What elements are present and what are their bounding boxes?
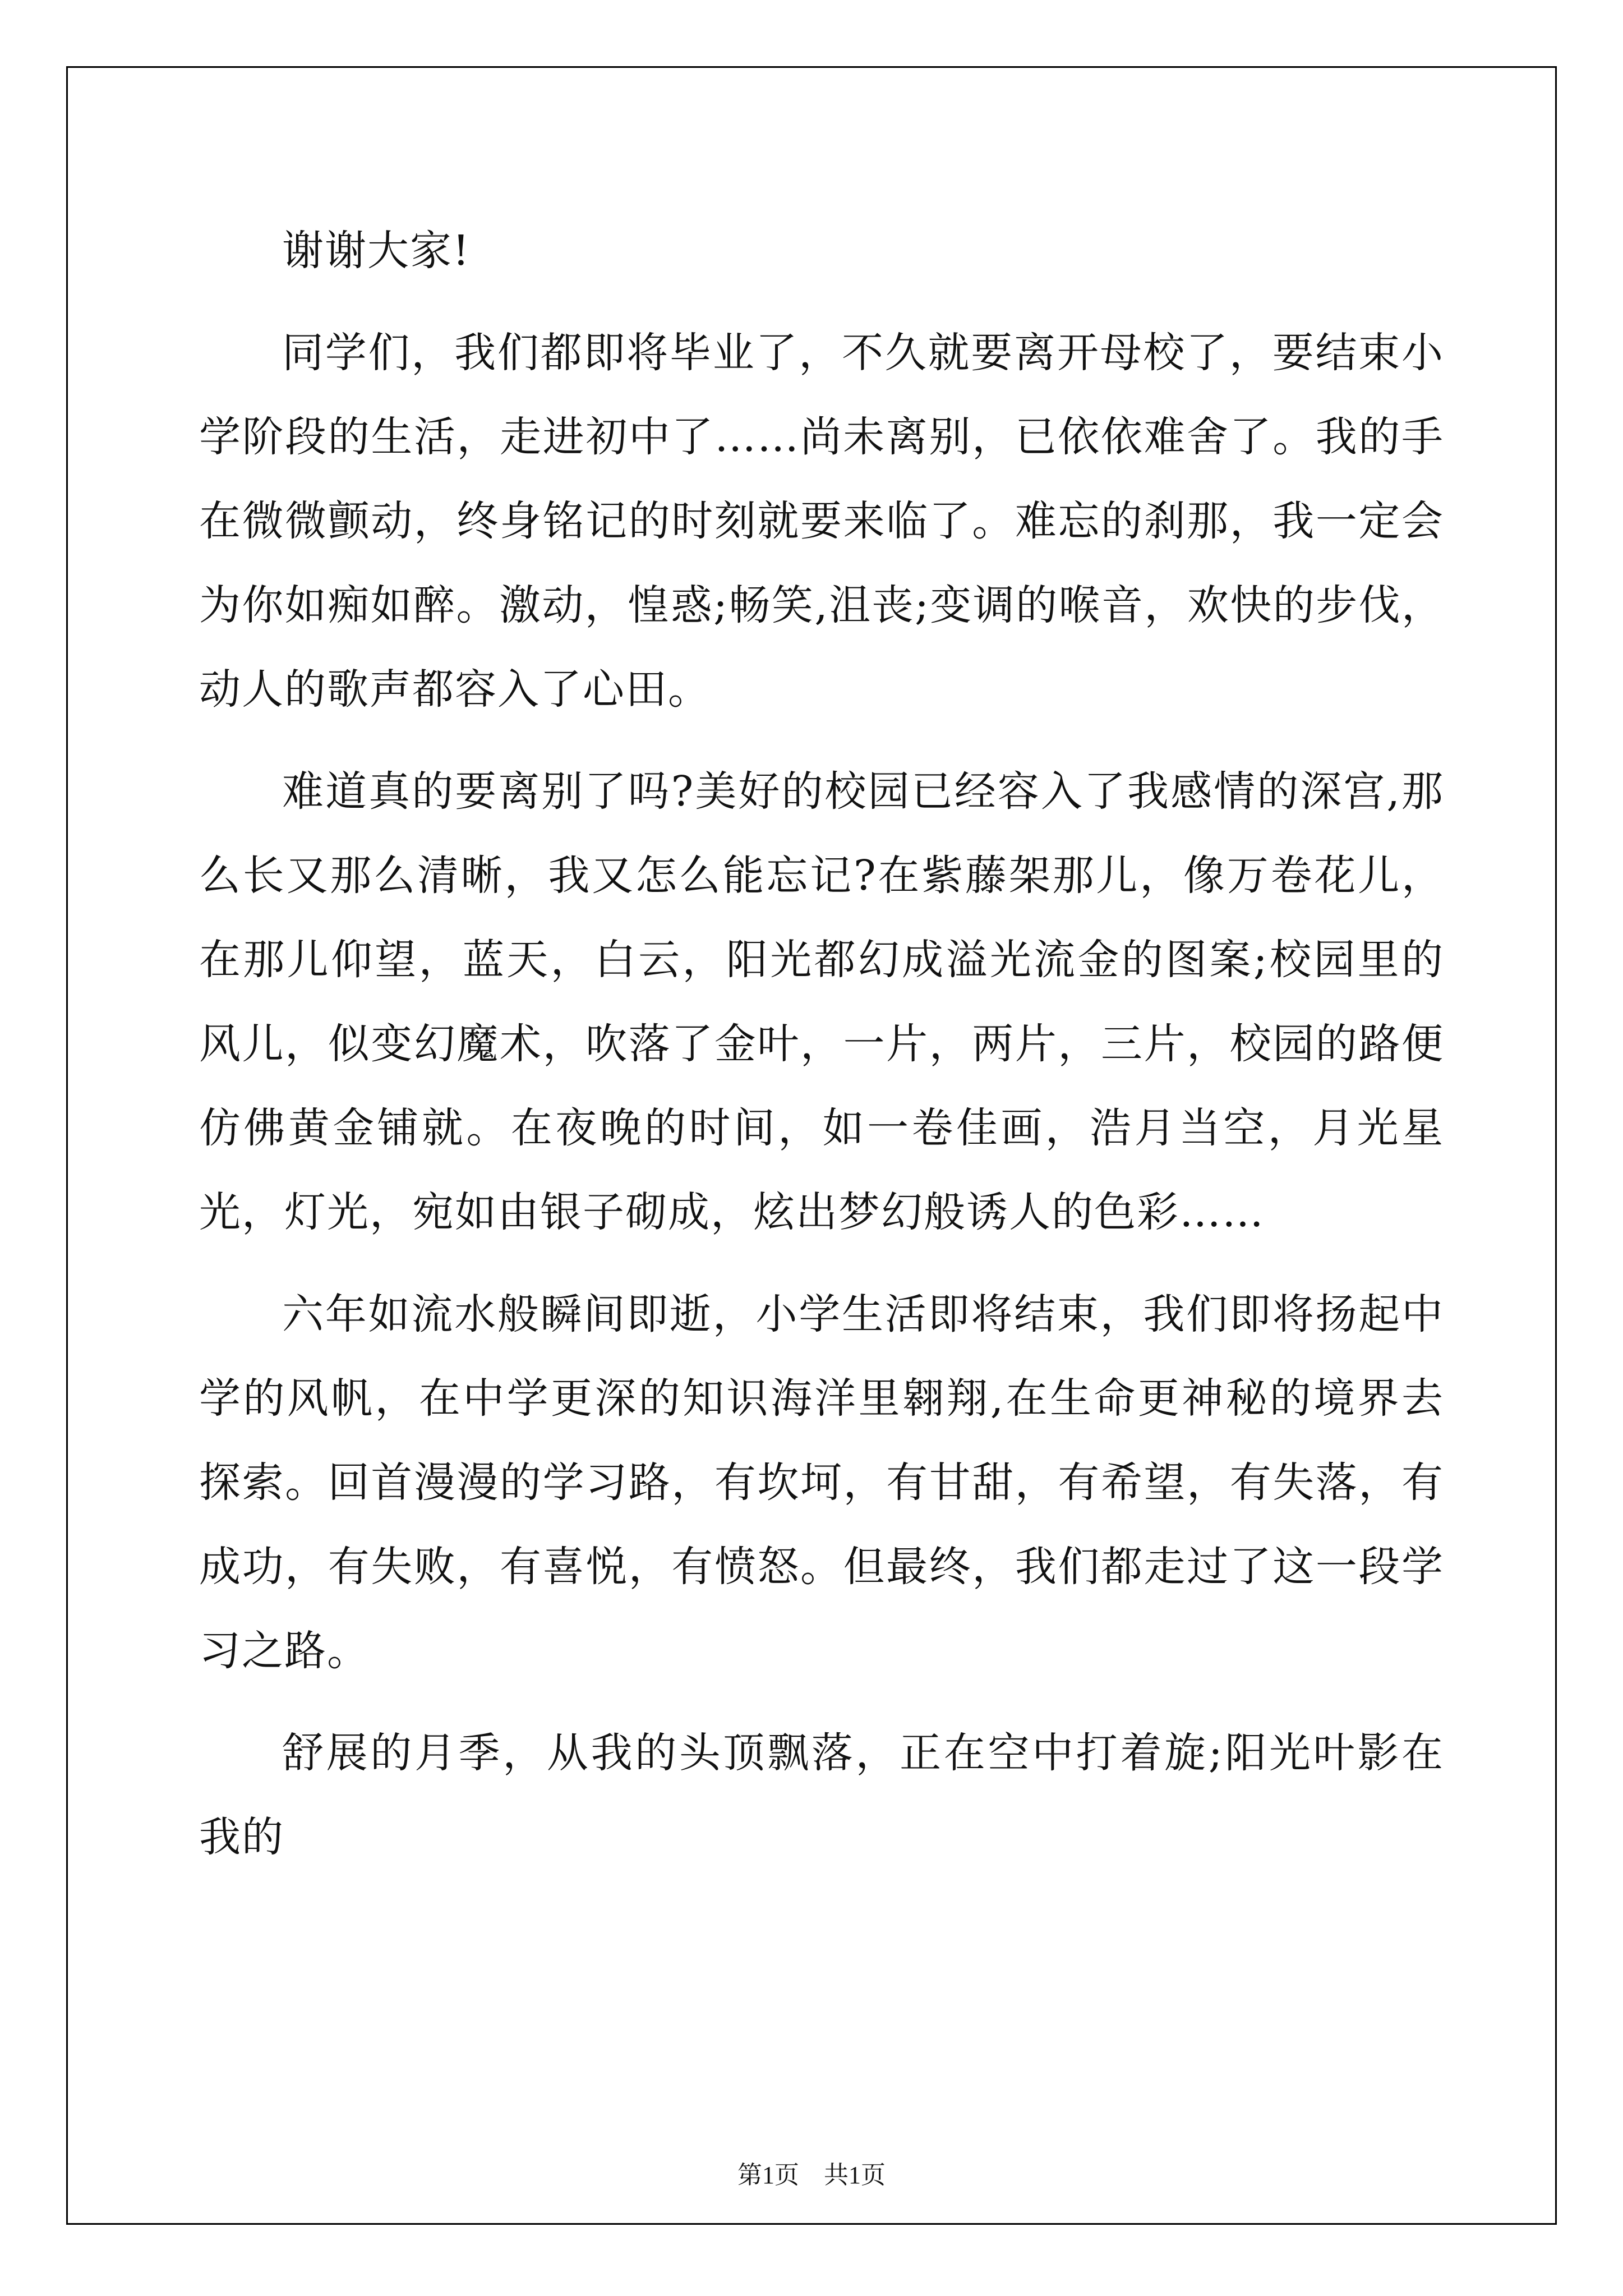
paragraph-rose-falling: 舒展的月季，从我的头顶飘落，正在空中打着旋;阳光叶影在我的 — [199, 1729, 1444, 1861]
paragraph-closing-thanks: 谢谢大家! — [282, 227, 471, 275]
document-body — [199, 209, 1444, 1879]
paragraph-campus-memories: 难道真的要离别了吗?美好的校园已经容入了我感情的深宫,那么长又那么清晰，我又怎么能忘记?在紫藤架那儿，像万卷花儿，在那儿仰望，蓝天，白云，阳光都幻成溢光流金的图案;校园里的风儿，似变幻魔术，吹落了金叶，一片，两片，三片，校园的路便仿佛黄金铺就。在夜晚的时间，如一卷佳画，浩月当空，月光星光，灯光，宛如由银子砌成，炫出梦幻般诱人的色彩…… — [199, 767, 1444, 1236]
page-number-footer: 第1页 共1页 — [737, 2161, 886, 2189]
paragraph-graduation: 同学们，我们都即将毕业了，不久就要离开母校了，要结束小学阶段的生活，走进初中了……尚未离别，已依依难舍了。我的手在微微颤动，终身铭记的时刻就要来临了。难忘的刹那，我一定会为你如痴如醉。激动，惶惑;畅笑,沮丧;变调的喉音，欢快的步伐，动人的歌声都容入了心田。 — [199, 329, 1444, 714]
paragraph-six-years: 六年如流水般瞬间即逝，小学生活即将结束，我们即将扬起中学的风帆，在中学更深的知识海洋里翱翔,在生命更神秘的境界去探索。回首漫漫的学习路，有坎坷，有甘甜，有希望，有失落，有成功，有失败，有喜悦，有愤怒。但最终，我们都走过了这一段学习之路。 — [199, 1290, 1444, 1675]
